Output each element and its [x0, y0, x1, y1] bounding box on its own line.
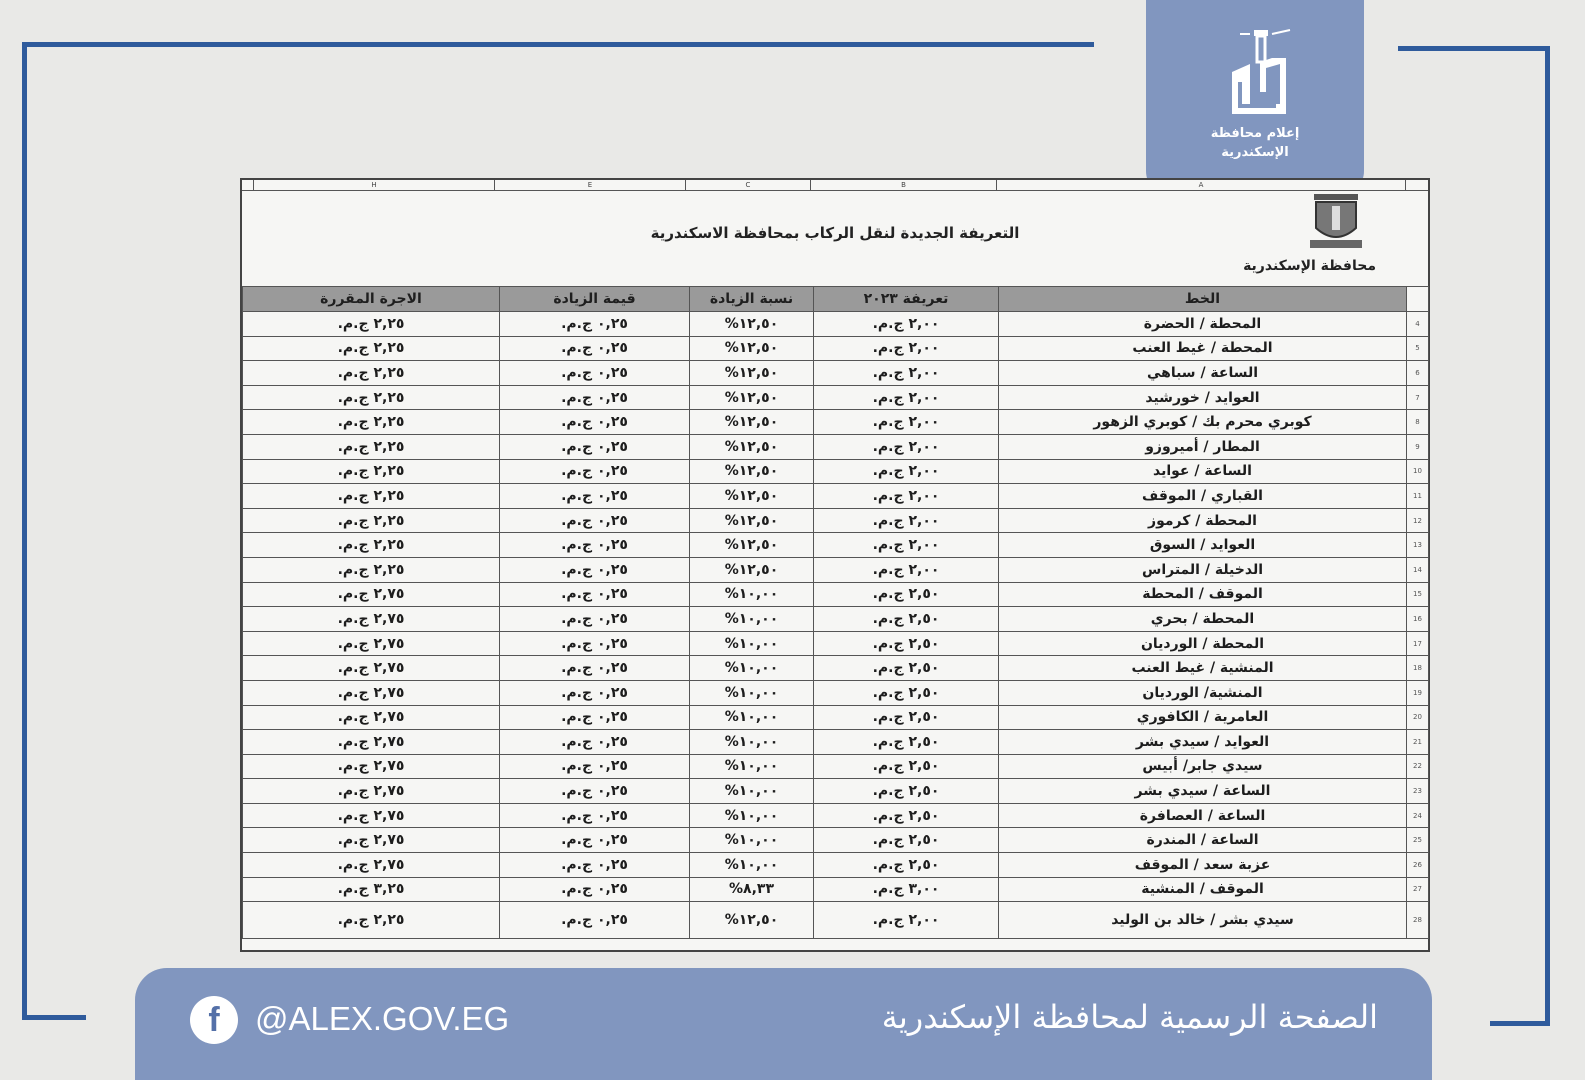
cell-increase-pct: ١٢,٥٠% — [690, 902, 814, 939]
cell-fare: ٢,٧٥ ج.م. — [243, 803, 500, 828]
header-line: الخط — [999, 287, 1407, 312]
table-row — [243, 557, 1429, 582]
media-logo-card — [1146, 0, 1364, 197]
row-number: 4 — [1407, 312, 1429, 337]
cell-increase-pct: ١٠,٠٠% — [690, 853, 814, 878]
cell-fare: ٣,٢٥ ج.م. — [243, 877, 500, 902]
cell-line: العوايد / السوق — [999, 533, 1407, 558]
cell-line: سيدي جابر/ أبيس — [999, 754, 1407, 779]
cell-tariff: ٢,٥٠ ج.م. — [814, 607, 999, 632]
table-row — [243, 853, 1429, 878]
cell-increase-pct: ١٢,٥٠% — [690, 508, 814, 533]
tariff-sheet — [240, 178, 1430, 952]
cell-line: المنشية/ الورديان — [999, 680, 1407, 705]
cell-tariff: ٢,٥٠ ج.م. — [814, 828, 999, 853]
cell-line: كوبري محرم بك / كوبري الزهور — [999, 410, 1407, 435]
table-row — [243, 631, 1429, 656]
table-row — [243, 877, 1429, 902]
cell-line: الساعة / عوايد — [999, 459, 1407, 484]
cell-increase-value: ٠,٢٥ ج.م. — [500, 582, 690, 607]
cell-tariff: ٢,٠٠ ج.م. — [814, 459, 999, 484]
cell-increase-pct: ١٢,٥٠% — [690, 557, 814, 582]
cell-increase-pct: ١٢,٥٠% — [690, 484, 814, 509]
footer-banner — [135, 968, 1432, 1080]
cell-line: المطار / أميروزو — [999, 434, 1407, 459]
cell-tariff: ٢,٥٠ ج.م. — [814, 656, 999, 681]
cell-fare: ٢,٢٥ ج.م. — [243, 434, 500, 459]
cell-tariff: ٢,٥٠ ج.م. — [814, 754, 999, 779]
table-row — [243, 582, 1429, 607]
frame-bottom-left — [22, 1015, 86, 1020]
cell-line: المحطة / كرموز — [999, 508, 1407, 533]
cell-fare: ٢,٧٥ ج.م. — [243, 853, 500, 878]
table-row — [243, 385, 1429, 410]
cell-line: العوايد / سيدي بشر — [999, 730, 1407, 755]
cell-fare: ٢,٧٥ ج.م. — [243, 656, 500, 681]
cell-line: المحطة / بحري — [999, 607, 1407, 632]
col-letter: B — [810, 180, 996, 190]
cell-fare: ٢,٧٥ ج.م. — [243, 754, 500, 779]
cell-increase-value: ٠,٢٥ ج.م. — [500, 853, 690, 878]
cell-increase-pct: ١٠,٠٠% — [690, 656, 814, 681]
cell-line: القباري / الموقف — [999, 484, 1407, 509]
cell-tariff: ٣,٠٠ ج.م. — [814, 877, 999, 902]
cell-tariff: ٢,٠٠ ج.م. — [814, 312, 999, 337]
cell-increase-value: ٠,٢٥ ج.م. — [500, 484, 690, 509]
cell-fare: ٢,٢٥ ج.م. — [243, 410, 500, 435]
cell-tariff: ٢,٥٠ ج.م. — [814, 803, 999, 828]
cell-line: المحطة / الورديان — [999, 631, 1407, 656]
cell-increase-value: ٠,٢٥ ج.م. — [500, 557, 690, 582]
row-number: 9 — [1407, 434, 1429, 459]
cell-increase-value: ٠,٢٥ ج.م. — [500, 607, 690, 632]
facebook-handle-link[interactable]: @ALEX.GOV.EG — [255, 1000, 510, 1037]
cell-line: الساعة / العصافرة — [999, 803, 1407, 828]
cell-fare: ٢,٧٥ ج.م. — [243, 582, 500, 607]
table-row — [243, 705, 1429, 730]
cell-increase-pct: ١٠,٠٠% — [690, 631, 814, 656]
cell-increase-value: ٠,٢٥ ج.م. — [500, 779, 690, 804]
cell-increase-value: ٠,٢٥ ج.م. — [500, 680, 690, 705]
cell-tariff: ٢,٥٠ ج.م. — [814, 730, 999, 755]
cell-fare: ٢,٢٥ ج.م. — [243, 385, 500, 410]
cell-increase-pct: ١٢,٥٠% — [690, 312, 814, 337]
cell-increase-value: ٠,٢٥ ج.م. — [500, 803, 690, 828]
cell-fare: ٢,٧٥ ج.م. — [243, 680, 500, 705]
table-row — [243, 730, 1429, 755]
table-row — [243, 828, 1429, 853]
cell-increase-pct: ١٠,٠٠% — [690, 803, 814, 828]
row-number: 19 — [1407, 680, 1429, 705]
row-number: 22 — [1407, 754, 1429, 779]
cell-tariff: ٢,٠٠ ج.م. — [814, 410, 999, 435]
cell-tariff: ٢,٥٠ ج.م. — [814, 853, 999, 878]
cell-increase-pct: ١٢,٥٠% — [690, 459, 814, 484]
cell-tariff: ٢,٥٠ ج.م. — [814, 680, 999, 705]
cell-tariff: ٢,٥٠ ج.م. — [814, 705, 999, 730]
cell-line: الدخيلة / المتراس — [999, 557, 1407, 582]
header-tariff: تعريفة ٢٠٢٣ — [814, 287, 999, 312]
column-letters — [242, 180, 1428, 191]
col-letter: A — [996, 180, 1405, 190]
cell-increase-pct: ١٠,٠٠% — [690, 730, 814, 755]
facebook-icon[interactable]: f — [190, 996, 238, 1044]
row-number: 5 — [1407, 336, 1429, 361]
cell-increase-value: ٠,٢٥ ج.م. — [500, 361, 690, 386]
cell-line: سيدي بشر / خالد بن الوليد — [999, 902, 1407, 939]
cell-fare: ٢,٢٥ ج.م. — [243, 361, 500, 386]
row-number: 11 — [1407, 484, 1429, 509]
row-number: 15 — [1407, 582, 1429, 607]
cell-line: المنشية / غيط العنب — [999, 656, 1407, 681]
table-row — [243, 410, 1429, 435]
cell-increase-value: ٠,٢٥ ج.م. — [500, 877, 690, 902]
cell-tariff: ٢,٠٠ ج.م. — [814, 508, 999, 533]
cell-increase-pct: ١٠,٠٠% — [690, 828, 814, 853]
cell-line: الساعة / سباهي — [999, 361, 1407, 386]
cell-fare: ٢,٢٥ ج.م. — [243, 484, 500, 509]
cell-fare: ٢,٢٥ ج.م. — [243, 533, 500, 558]
cell-tariff: ٢,٠٠ ج.م. — [814, 361, 999, 386]
cell-fare: ٢,٧٥ ج.م. — [243, 730, 500, 755]
cell-tariff: ٢,٥٠ ج.م. — [814, 631, 999, 656]
cell-increase-value: ٠,٢٥ ج.م. — [500, 656, 690, 681]
cell-increase-pct: ١٢,٥٠% — [690, 336, 814, 361]
table-row — [243, 484, 1429, 509]
cell-increase-pct: ١٢,٥٠% — [690, 434, 814, 459]
cell-fare: ٢,٢٥ ج.م. — [243, 902, 500, 939]
cell-increase-value: ٠,٢٥ ج.م. — [500, 730, 690, 755]
row-number: 17 — [1407, 631, 1429, 656]
cell-increase-value: ٠,٢٥ ج.م. — [500, 754, 690, 779]
cell-tariff: ٢,٠٠ ج.م. — [814, 533, 999, 558]
sheet-title: التعريفة الجديدة لنقل الركاب بمحافظة الاسكندرية — [650, 224, 1020, 242]
col-letter: H — [253, 180, 494, 190]
row-number: 21 — [1407, 730, 1429, 755]
cell-increase-pct: ١٠,٠٠% — [690, 779, 814, 804]
governorate-crest-icon — [1306, 188, 1366, 254]
cell-increase-pct: ١٢,٥٠% — [690, 361, 814, 386]
row-number: 28 — [1407, 902, 1429, 939]
cell-increase-value: ٠,٢٥ ج.م. — [500, 459, 690, 484]
row-number: 18 — [1407, 656, 1429, 681]
frame-top-right — [1398, 46, 1550, 51]
table-row — [243, 434, 1429, 459]
row-number: 23 — [1407, 779, 1429, 804]
frame-top-left — [22, 42, 1094, 47]
cell-increase-value: ٠,٢٥ ج.م. — [500, 631, 690, 656]
row-number: 27 — [1407, 877, 1429, 902]
table-row — [243, 361, 1429, 386]
cell-line: الساعة / سيدي بشر — [999, 779, 1407, 804]
row-number: 26 — [1407, 853, 1429, 878]
cell-increase-pct: ١٢,٥٠% — [690, 410, 814, 435]
table-row — [243, 680, 1429, 705]
row-number: 7 — [1407, 385, 1429, 410]
cell-increase-pct: ٨,٣٣% — [690, 877, 814, 902]
cell-increase-pct: ١٠,٠٠% — [690, 754, 814, 779]
cell-increase-pct: ١٠,٠٠% — [690, 680, 814, 705]
cell-tariff: ٢,٥٠ ج.م. — [814, 582, 999, 607]
cell-fare: ٢,٢٥ ج.م. — [243, 312, 500, 337]
cell-increase-pct: ١٠,٠٠% — [690, 582, 814, 607]
cell-tariff: ٢,٠٠ ج.م. — [814, 902, 999, 939]
cell-increase-value: ٠,٢٥ ج.م. — [500, 385, 690, 410]
cell-line: العوايد / خورشيد — [999, 385, 1407, 410]
cell-tariff: ٢,٠٠ ج.م. — [814, 557, 999, 582]
col-letter: C — [685, 180, 810, 190]
cell-fare: ٢,٧٥ ج.م. — [243, 779, 500, 804]
cell-tariff: ٢,٠٠ ج.م. — [814, 434, 999, 459]
row-number-header — [1407, 287, 1429, 312]
cell-increase-pct: ١٢,٥٠% — [690, 533, 814, 558]
cell-line: الموقف / المحطة — [999, 582, 1407, 607]
cell-fare: ٢,٧٥ ج.م. — [243, 607, 500, 632]
cell-tariff: ٢,٥٠ ج.م. — [814, 779, 999, 804]
header-increase-pct: نسبة الزيادة — [690, 287, 814, 312]
row-number: 20 — [1407, 705, 1429, 730]
lighthouse-logo-icon — [1210, 22, 1300, 122]
cell-fare: ٢,٧٥ ج.م. — [243, 705, 500, 730]
row-number: 24 — [1407, 803, 1429, 828]
cell-fare: ٢,٧٥ ج.م. — [243, 631, 500, 656]
table-row — [243, 336, 1429, 361]
table-row — [243, 312, 1429, 337]
cell-fare: ٢,٧٥ ج.م. — [243, 828, 500, 853]
row-number: 14 — [1407, 557, 1429, 582]
row-number: 6 — [1407, 361, 1429, 386]
cell-increase-value: ٠,٢٥ ج.م. — [500, 434, 690, 459]
table-row — [243, 459, 1429, 484]
row-number: 8 — [1407, 410, 1429, 435]
table-header-row — [243, 287, 1429, 312]
frame-bottom-right — [1490, 1021, 1550, 1026]
row-number: 13 — [1407, 533, 1429, 558]
table-row — [243, 607, 1429, 632]
cell-line: عزبة سعد / الموقف — [999, 853, 1407, 878]
cell-line: العامرية / الكافوري — [999, 705, 1407, 730]
cell-tariff: ٢,٠٠ ج.م. — [814, 484, 999, 509]
row-number: 12 — [1407, 508, 1429, 533]
table-row — [243, 803, 1429, 828]
table-row — [243, 754, 1429, 779]
cell-increase-value: ٠,٢٥ ج.م. — [500, 705, 690, 730]
row-number: 10 — [1407, 459, 1429, 484]
cell-increase-value: ٠,٢٥ ج.م. — [500, 828, 690, 853]
cell-line: المحطة / غيط العنب — [999, 336, 1407, 361]
cell-line: الساعة / المندرة — [999, 828, 1407, 853]
table-row — [243, 508, 1429, 533]
cell-fare: ٢,٢٥ ج.م. — [243, 508, 500, 533]
header-increase-value: قيمة الزيادة — [500, 287, 690, 312]
table-row — [243, 533, 1429, 558]
cell-increase-pct: ١٢,٥٠% — [690, 385, 814, 410]
logo-text-line2: الإسكندرية — [1221, 145, 1289, 160]
cell-increase-value: ٠,٢٥ ج.م. — [500, 533, 690, 558]
cell-tariff: ٢,٠٠ ج.م. — [814, 336, 999, 361]
frame-left — [22, 42, 27, 1020]
col-letter: E — [494, 180, 685, 190]
cell-increase-value: ٠,٢٥ ج.م. — [500, 336, 690, 361]
cell-fare: ٢,٢٥ ج.م. — [243, 557, 500, 582]
row-number: 25 — [1407, 828, 1429, 853]
cell-increase-pct: ١٠,٠٠% — [690, 607, 814, 632]
table-row — [243, 902, 1429, 939]
cell-fare: ٢,٢٥ ج.م. — [243, 336, 500, 361]
table-row — [243, 779, 1429, 804]
logo-text-line1: إعلام محافظة — [1210, 126, 1300, 141]
table-row — [243, 656, 1429, 681]
cell-increase-value: ٠,٢٥ ج.م. — [500, 508, 690, 533]
cell-increase-pct: ١٠,٠٠% — [690, 705, 814, 730]
row-number: 16 — [1407, 607, 1429, 632]
header-fare: الاجرة المقررة — [243, 287, 500, 312]
cell-fare: ٢,٢٥ ج.م. — [243, 459, 500, 484]
cell-tariff: ٢,٠٠ ج.م. — [814, 385, 999, 410]
governorate-label: محافظة الإسكندرية — [1243, 258, 1376, 274]
cell-increase-value: ٠,٢٥ ج.م. — [500, 312, 690, 337]
cell-line: المحطة / الحضرة — [999, 312, 1407, 337]
cell-increase-value: ٠,٢٥ ج.م. — [500, 410, 690, 435]
cell-line: الموقف / المنشية — [999, 877, 1407, 902]
frame-right — [1545, 46, 1550, 1026]
official-page-label: الصفحة الرسمية لمحافظة الإسكندرية — [881, 998, 1378, 1036]
cell-increase-value: ٠,٢٥ ج.م. — [500, 902, 690, 939]
fares-table — [242, 286, 1429, 939]
